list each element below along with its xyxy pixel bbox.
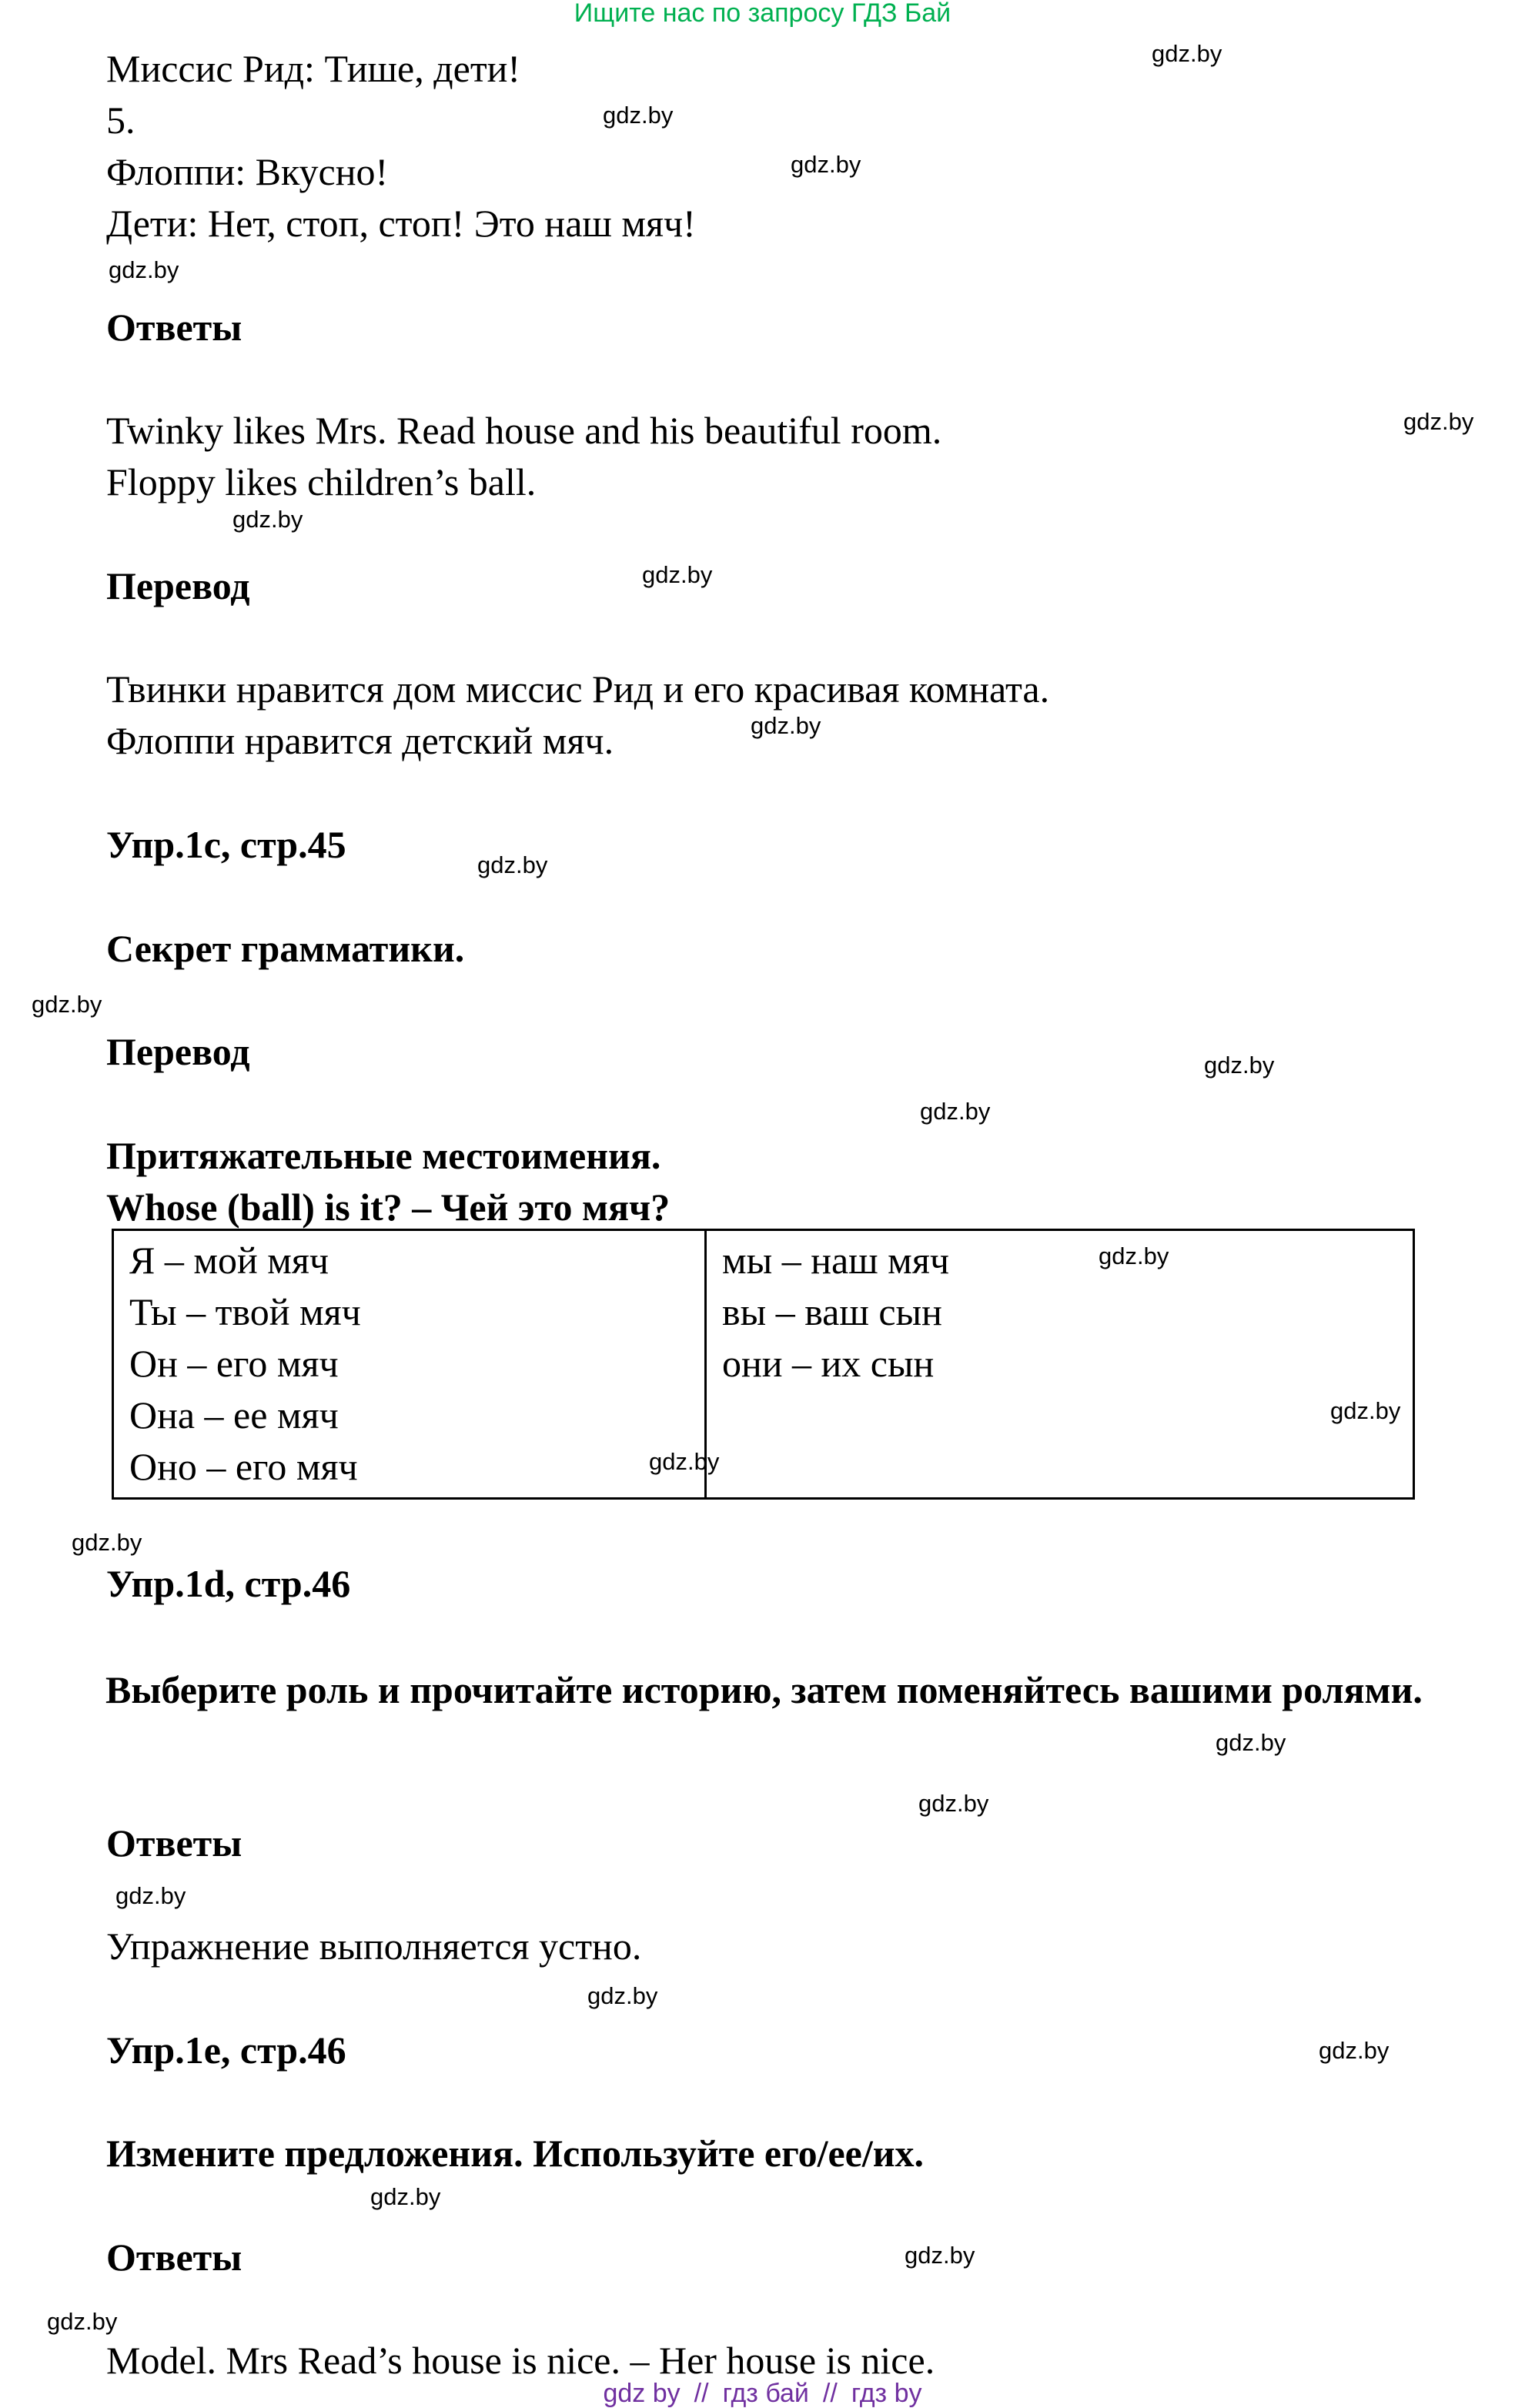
table-cell-right: мы – наш мяч: [722, 1239, 949, 1282]
answer-oral: Упражнение выполняется устно.: [106, 1925, 642, 1968]
answers-heading-1d: Ответы: [106, 1821, 242, 1865]
dialogue-line-mrs-read: Миссис Рид: Тише, дети!: [106, 47, 521, 90]
watermark: gdz.by: [1099, 1242, 1169, 1269]
watermark: gdz.by: [751, 712, 821, 739]
footer-links: [0, 2380, 1525, 2406]
footer-link-gdz-bai[interactable]: гдз бай: [722, 2379, 809, 2408]
footer-link-gdz-by[interactable]: gdz by: [603, 2379, 681, 2408]
watermark: gdz.by: [370, 2183, 441, 2210]
answers-heading: Ответы: [106, 306, 242, 349]
whose-ball-question: Whose (ball) is it? – Чей это мяч?: [106, 1186, 671, 1229]
table-cell-left: Ты – твой мяч: [129, 1290, 361, 1333]
table-cell-right: вы – ваш сын: [722, 1290, 942, 1333]
watermark: gdz.by: [1403, 408, 1474, 435]
footer-separator: //: [694, 2379, 709, 2408]
exercise-1d-instruction: Выберите роль и прочитайте историю, затем поменяйтесь вашими ролями.: [105, 1668, 1423, 1711]
watermark: gdz.by: [109, 256, 179, 283]
exercise-1e-heading: Упр.1e, стр.46: [106, 2028, 346, 2072]
watermark: gdz.by: [920, 1098, 991, 1125]
exercise-1c-heading: Упр.1c, стр.45: [106, 823, 346, 866]
exercise-1d-heading: Упр.1d, стр.46: [106, 1562, 351, 1605]
possessive-pronouns-title: Притяжательные местоимения.: [106, 1134, 661, 1177]
model-sentence: Model. Mrs Read’s house is nice. – Her house is nice.: [106, 2339, 935, 2382]
footer-separator: //: [822, 2379, 838, 2408]
watermark: gdz.by: [1204, 1052, 1275, 1079]
answer-line-floppy: Floppy likes children’s ball.: [106, 460, 537, 503]
watermark: gdz.by: [1330, 1397, 1401, 1424]
answers-heading-1e: Ответы: [106, 2236, 242, 2279]
table-cell-left: Она – ее мяч: [129, 1393, 339, 1436]
watermark: gdz.by: [232, 506, 303, 533]
grammar-secret-heading: Секрет грамматики.: [106, 927, 465, 970]
site-search-link[interactable]: Ищите нас по запросу ГДЗ Бай: [574, 0, 951, 28]
watermark: gdz.by: [603, 102, 674, 129]
exercise-1e-instruction: Измените предложения. Используйте его/ее/их.: [106, 2132, 925, 2175]
watermark: gdz.by: [32, 991, 102, 1018]
watermark: gdz.by: [918, 1790, 989, 1817]
watermark: gdz.by: [649, 1448, 720, 1475]
watermark: gdz.by: [72, 1529, 142, 1556]
watermark: gdz.by: [115, 1882, 186, 1909]
table-cell-left: Оно – его мяч: [129, 1445, 358, 1488]
answer-line-twinky: Twinky likes Mrs. Read house and his beautiful room.: [106, 409, 942, 452]
watermark: gdz.by: [791, 151, 861, 178]
watermark: gdz.by: [905, 2242, 975, 2269]
table-cell-right: они – их сын: [722, 1342, 935, 1385]
watermark: gdz.by: [1152, 40, 1222, 67]
watermark: gdz.by: [477, 851, 548, 878]
translation-heading-1c: Перевод: [106, 1030, 250, 1073]
dialogue-line-floppy: Флоппи: Вкусно!: [106, 150, 389, 193]
translation-line-floppy: Флоппи нравится детский мяч.: [106, 719, 614, 762]
dialogue-line-children: Дети: Нет, стоп, стоп! Это наш мяч!: [106, 202, 696, 245]
watermark: gdz.by: [587, 1982, 658, 2009]
translation-heading: Перевод: [106, 564, 250, 607]
watermark: gdz.by: [1319, 2037, 1390, 2064]
table-cell-left: Я – мой мяч: [129, 1239, 329, 1282]
watermark: gdz.by: [642, 561, 713, 588]
watermark: gdz.by: [1216, 1729, 1286, 1756]
table-cell-left: Он – его мяч: [129, 1342, 339, 1385]
footer-link-gdz-by-cyrillic[interactable]: гдз by: [851, 2379, 922, 2408]
watermark: gdz.by: [47, 2308, 118, 2335]
dialogue-number: 5.: [106, 99, 135, 142]
translation-line-twinky: Твинки нравится дом миссис Рид и его красивая комната.: [106, 667, 1050, 711]
